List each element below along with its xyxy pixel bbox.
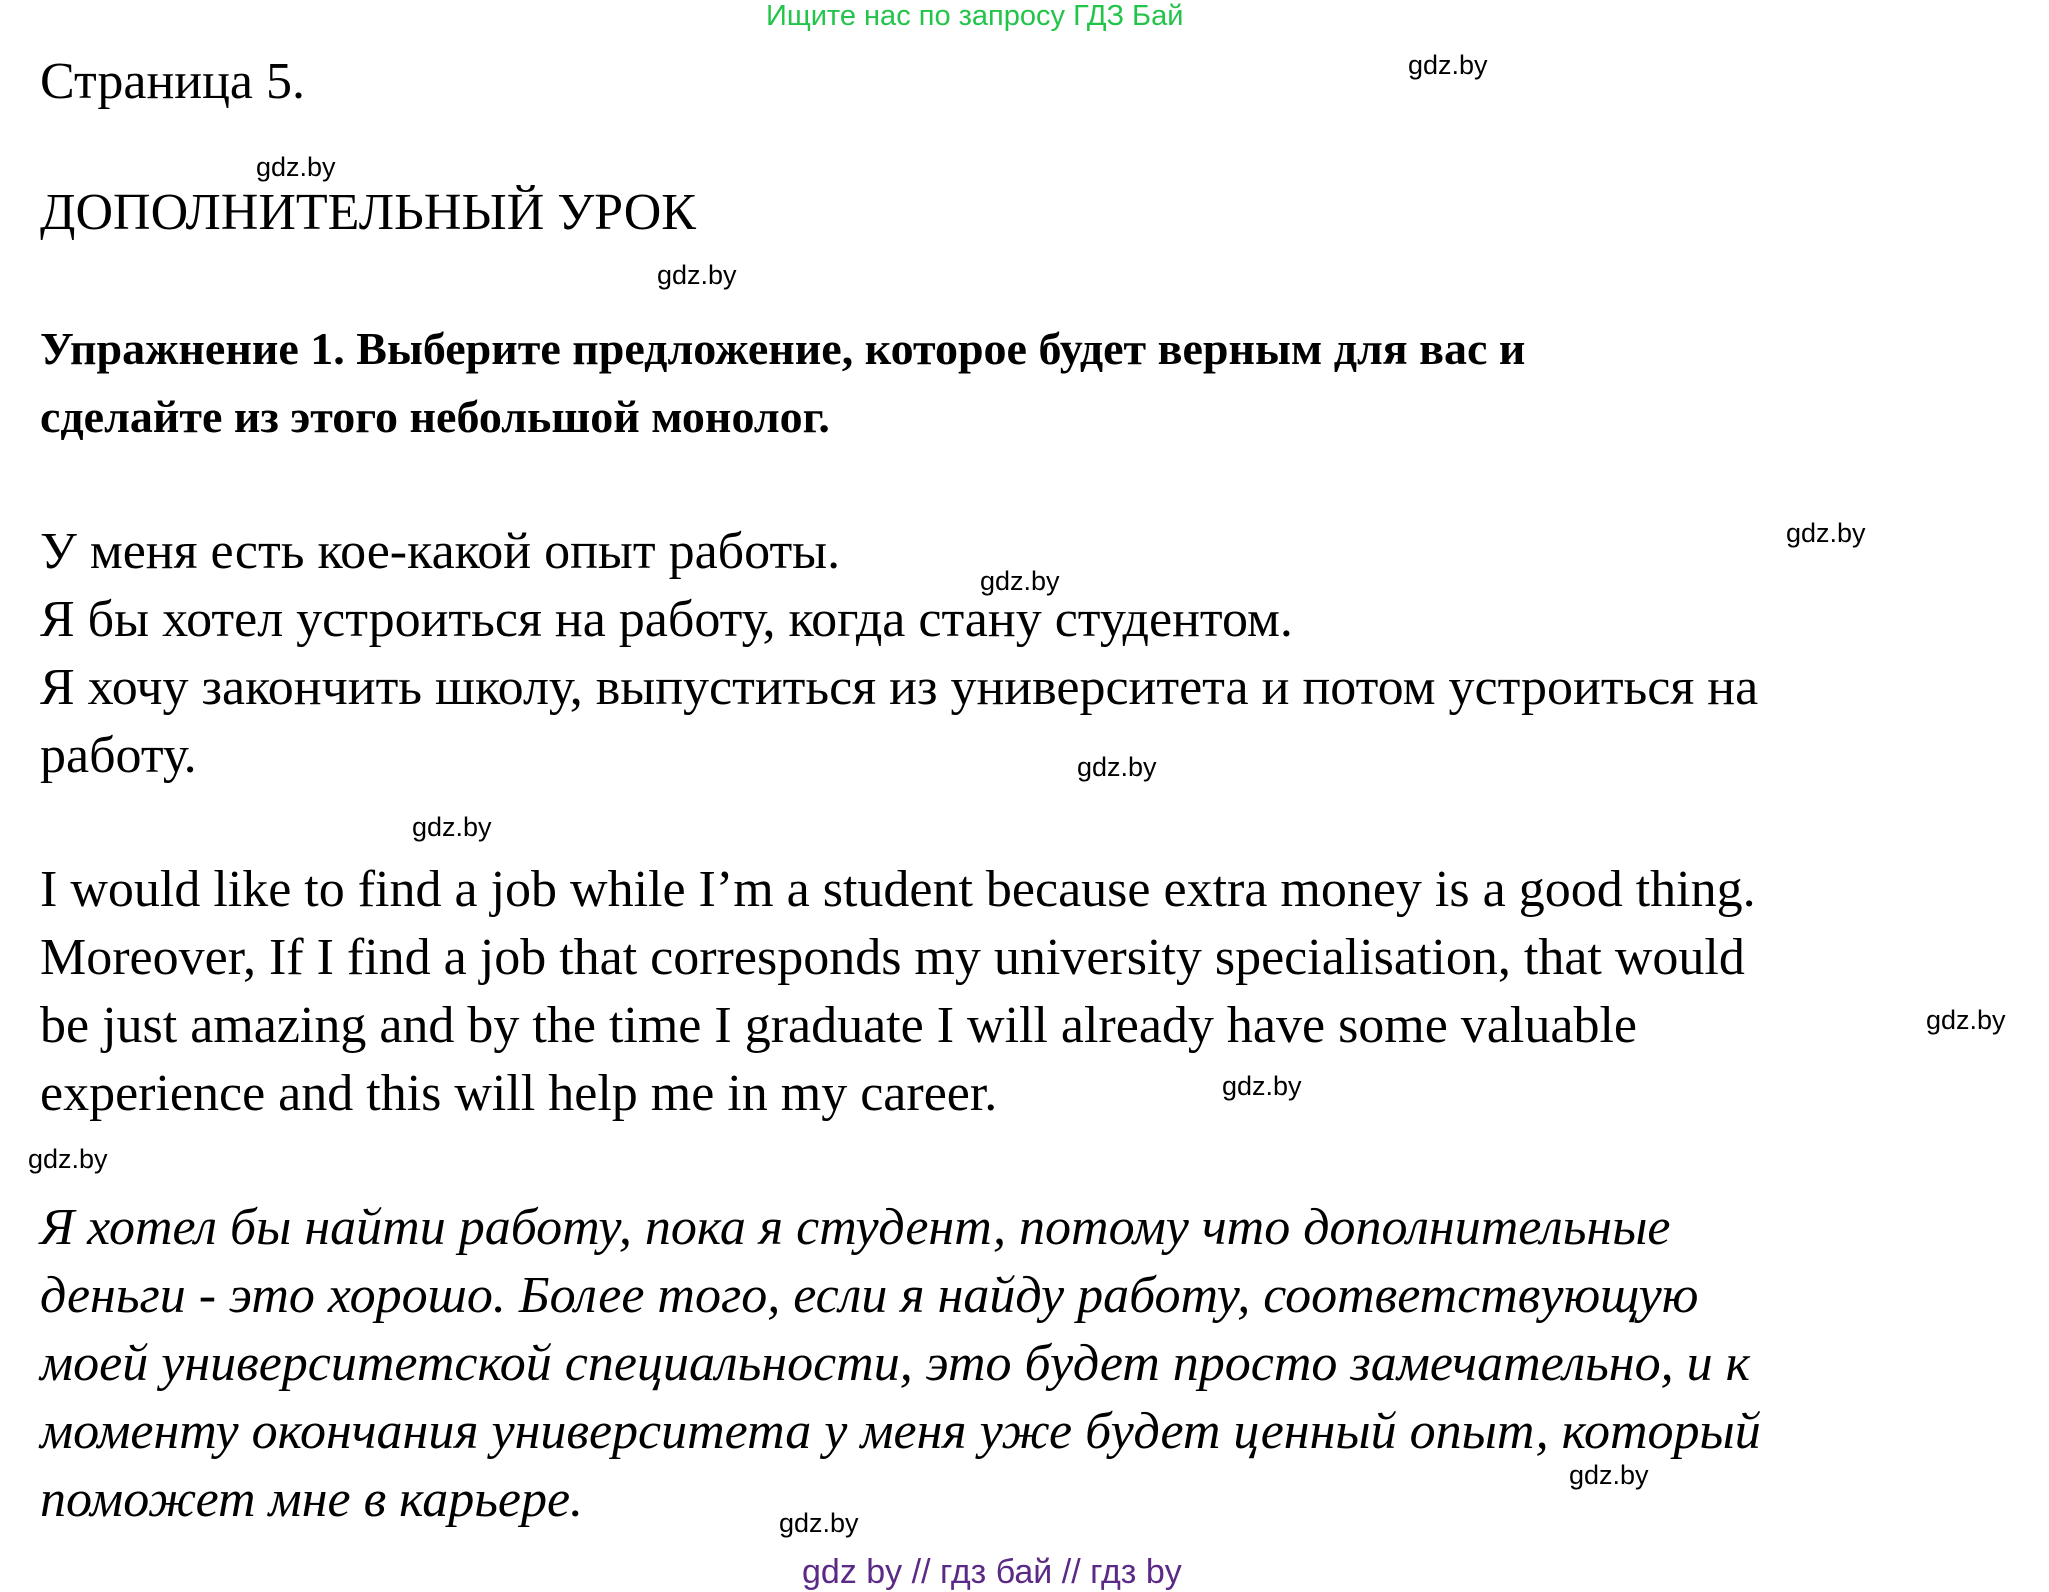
lesson-title: ДОПОЛНИТЕЛЬНЫЙ УРОК <box>40 184 696 241</box>
monologue-line: experience and this will help me in my career. <box>40 1065 998 1122</box>
translation-line: моей университетской специальности, это будет просто замечательно, и к <box>40 1335 1750 1392</box>
watermark: gdz.by <box>1408 50 1488 80</box>
option-line: работу. <box>40 727 197 784</box>
search-banner: Ищите нас по запросу ГДЗ Бай <box>766 0 1184 32</box>
page-number: Страница 5. <box>40 53 306 110</box>
translation-line: моменту окончания университета у меня уже будет ценный опыт, который <box>40 1403 1761 1460</box>
watermark: gdz.by <box>779 1508 859 1538</box>
translation-line: деньги - это хорошо. Более того, если я найду работу, соответствующую <box>40 1267 1699 1324</box>
monologue-line: I would like to find a job while I’m a student because extra money is a good thing. <box>40 861 1756 918</box>
watermark: gdz.by <box>1786 518 1866 548</box>
option-line: У меня есть кое-какой опыт работы. <box>40 523 841 580</box>
monologue-line: be just amazing and by the time I graduate I will already have some valuable <box>40 997 1637 1054</box>
monologue-line: Moreover, If I find a job that corresponds my university specialisation, that would <box>40 929 1745 986</box>
watermark: gdz.by <box>28 1144 108 1174</box>
watermark: gdz.by <box>1077 752 1157 782</box>
translation-line: поможет мне в карьере. <box>40 1471 584 1528</box>
watermark: gdz.by <box>980 566 1060 596</box>
exercise-line: Упражнение 1. Выберите предложение, которое будет верным для вас и <box>40 323 1526 374</box>
watermark: gdz.by <box>412 812 492 842</box>
option-line: Я хочу закончить школу, выпуститься из университета и потом устроиться на <box>40 659 1759 716</box>
exercise-line: сделайте из этого небольшой монолог. <box>40 391 830 442</box>
translation-line: Я хотел бы найти работу, пока я студент, потому что дополнительные <box>40 1199 1671 1256</box>
watermark: gdz.by <box>1926 1005 2006 1035</box>
footer-links: gdz by // гдз бай // гдз by <box>802 1553 1182 1591</box>
option-line: Я бы хотел устроиться на работу, когда стану студентом. <box>40 591 1293 648</box>
watermark: gdz.by <box>1569 1460 1649 1490</box>
watermark: gdz.by <box>256 152 336 182</box>
watermark: gdz.by <box>657 260 737 290</box>
watermark: gdz.by <box>1222 1071 1302 1101</box>
